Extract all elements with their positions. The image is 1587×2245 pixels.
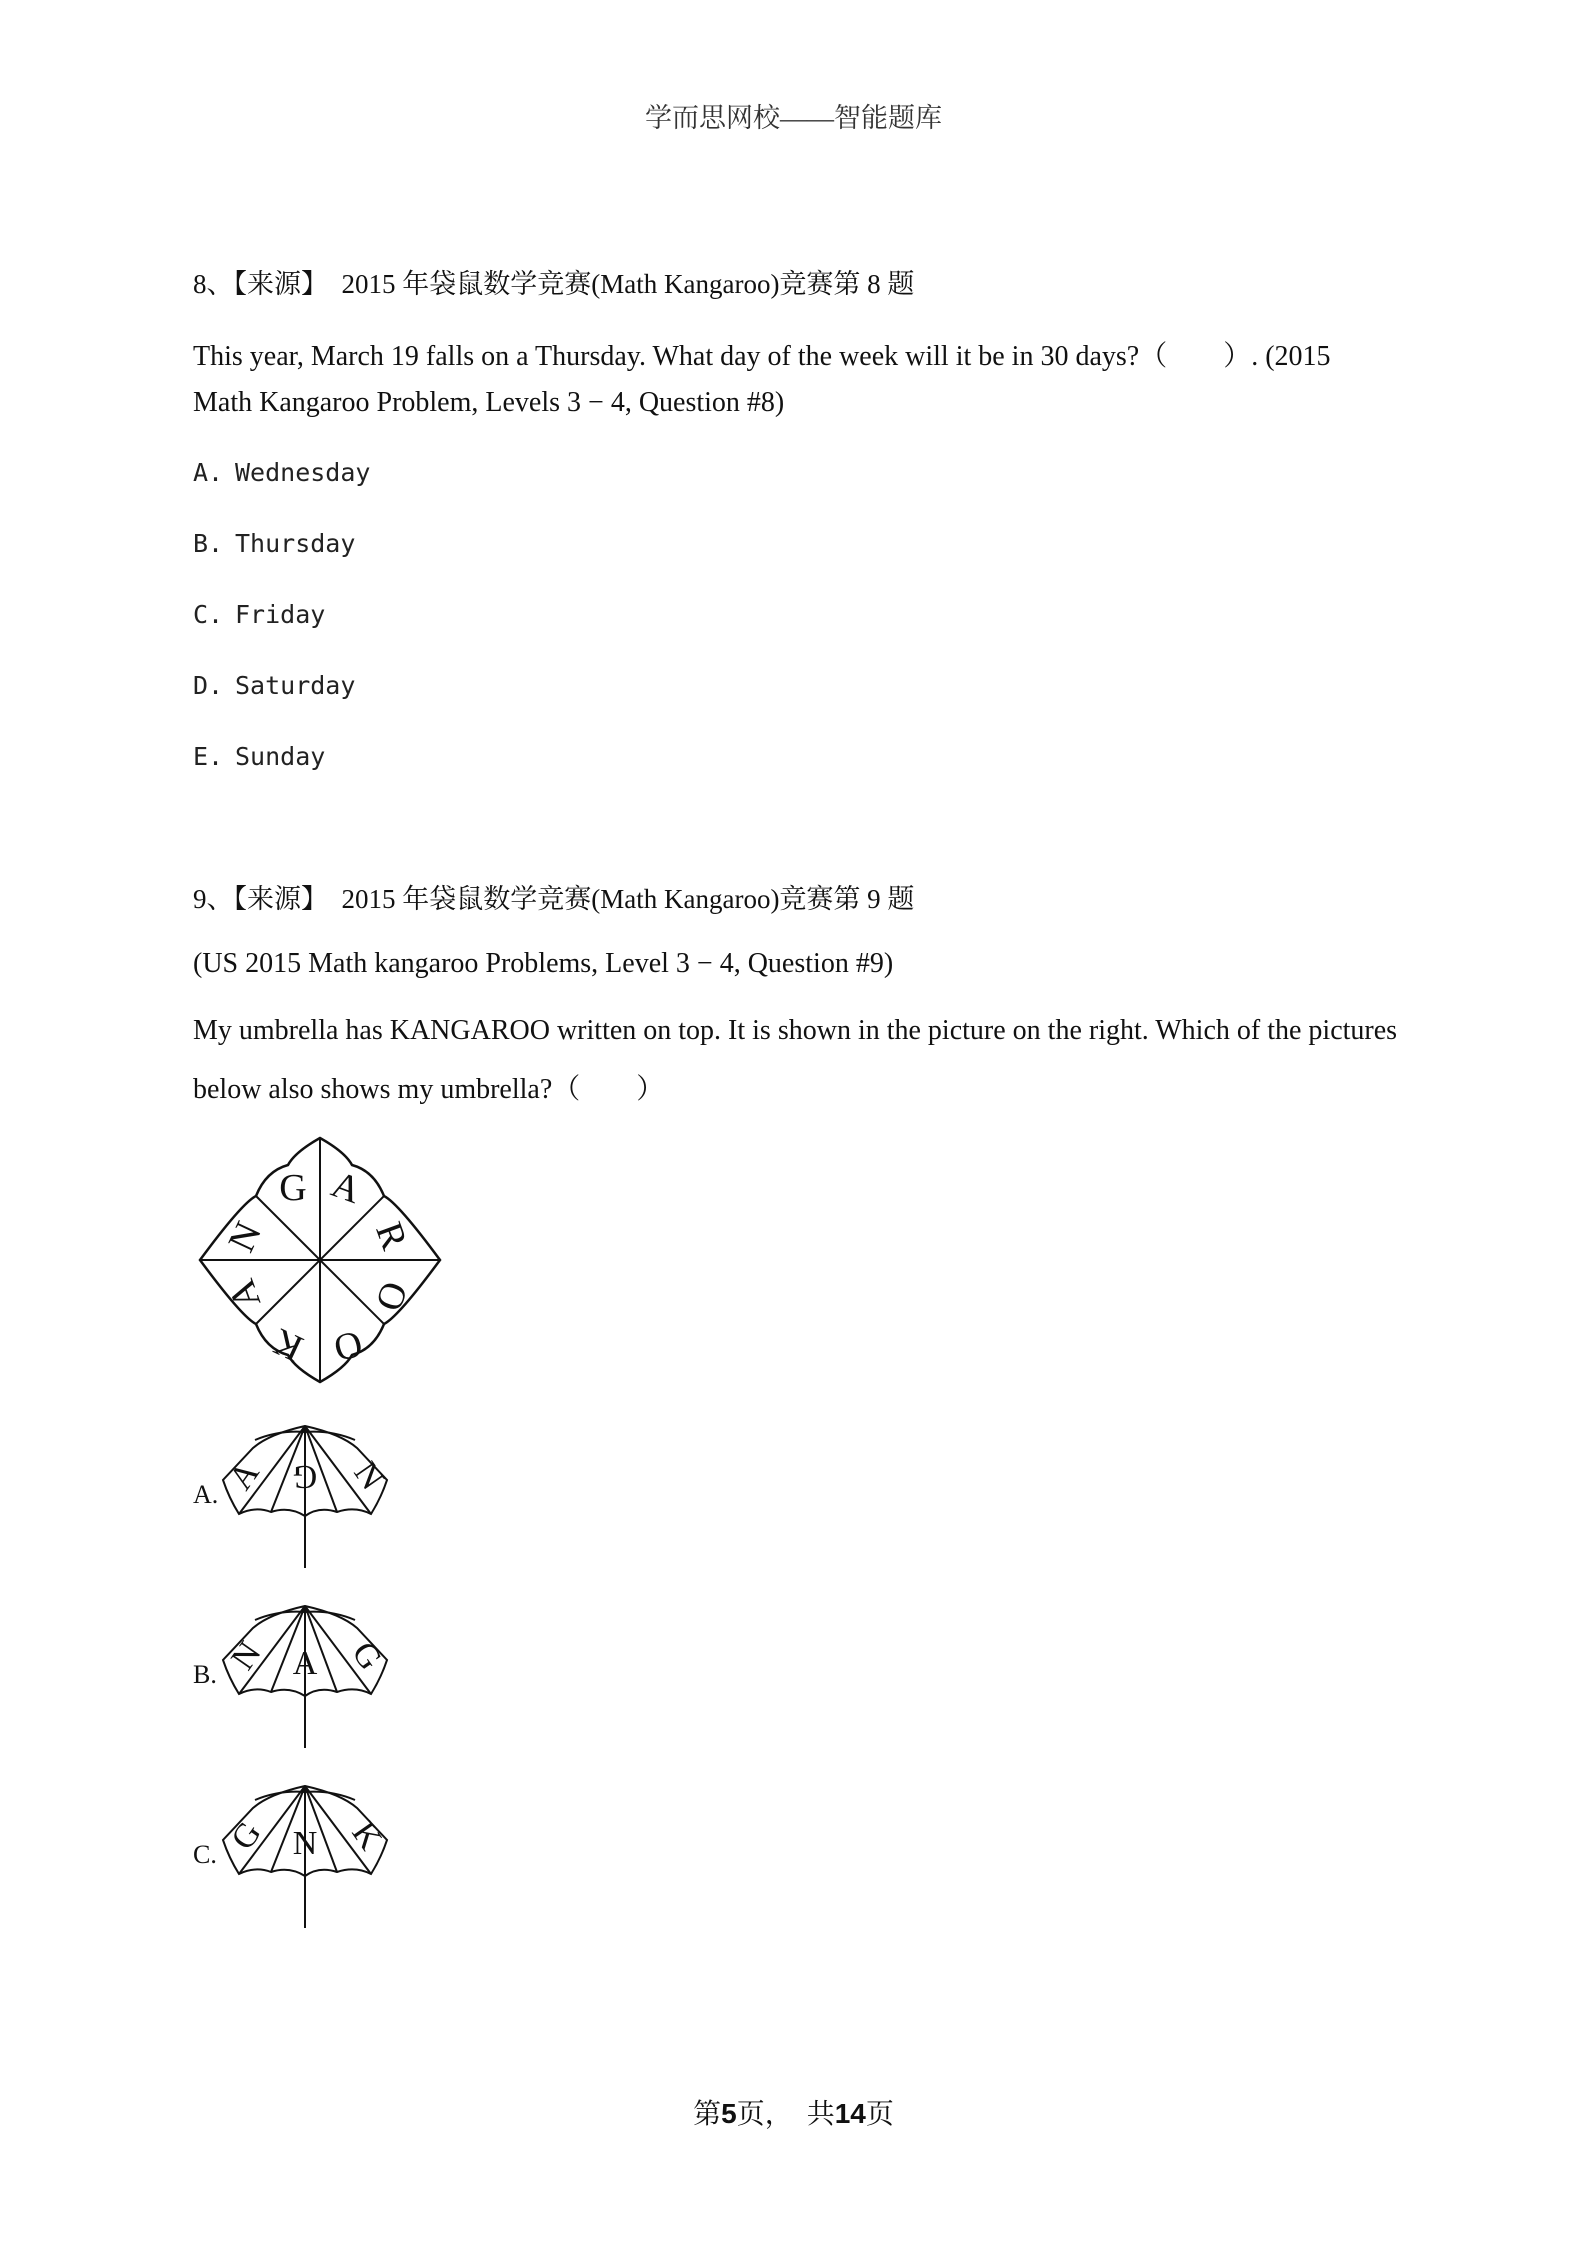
letter-center: G (292, 1458, 318, 1495)
source-tag: 【来源】 (233, 884, 328, 914)
umbrella-letter-4: O (366, 1276, 416, 1317)
umbrella-side-view-c (215, 1780, 395, 1930)
letter-right: K (344, 1815, 389, 1857)
umbrella-side-view-a (215, 1420, 395, 1570)
option-text: Wednesday (235, 458, 371, 487)
source-text: 2015 年袋鼠数学竞赛(Math Kangaroo)竞赛第 9 题 (341, 884, 915, 914)
umbrella-letter-1: G (279, 1167, 307, 1209)
page-footer (0, 2092, 1587, 2132)
option-d[interactable] (193, 671, 355, 700)
umbrella-letter-6: K (266, 1320, 310, 1370)
source-text: 2015 年袋鼠数学竞赛(Math Kangaroo)竞赛第 8 题 (341, 269, 915, 299)
umbrella-letter-2: A (326, 1163, 367, 1213)
question-9-text-line-1: My umbrella has KANGAROO written on top. It is shown in the picture on the right. Which of the pictures (193, 1015, 1398, 1046)
umbrella-letter-3: R (367, 1216, 416, 1255)
option-text: Sunday (235, 742, 326, 771)
question-8-header (193, 262, 914, 301)
option-text: Friday (235, 600, 326, 629)
option-a[interactable] (193, 458, 370, 487)
umbrella-letter-5: O (329, 1321, 367, 1370)
question-8-text-line-2: Math Kangaroo Problem, Levels 3 − 4, Question #8) (193, 387, 785, 418)
letter-center: N (292, 1825, 318, 1862)
umbrella-letter-8: N (220, 1215, 270, 1259)
option-letter: B. (193, 529, 224, 558)
letter-left: G (224, 1815, 269, 1857)
question-8-text-line-1: This year, March 19 falls on a Thursday. What day of the week will it be in 30 days?（ ）. (2015 (193, 341, 1331, 372)
question-9-header (193, 877, 914, 916)
question-9-text-line-2: below also shows my umbrella?（ ） (193, 1074, 665, 1105)
letter-center: A (292, 1645, 318, 1682)
image-option-b-label[interactable]: B. (193, 1660, 217, 1689)
option-letter: A. (193, 458, 224, 487)
umbrella-letter-7: A (220, 1274, 270, 1315)
question-9-subtitle: (US 2015 Math kangaroo Problems, Level 3 − 4, Question #9) (193, 948, 894, 979)
footer-middle: 页， 共 (736, 2099, 835, 2130)
letter-left: N (224, 1635, 269, 1677)
image-option-c-label[interactable]: C. (193, 1840, 217, 1869)
umbrella-side-view-b (215, 1600, 395, 1750)
footer-total-pages: 14 (834, 2098, 866, 2129)
page-header: 学而思网校——智能题库 (645, 103, 942, 133)
footer-page-number: 5 (721, 2098, 737, 2129)
footer-prefix: 第 (693, 2099, 722, 2130)
option-c[interactable] (193, 600, 325, 629)
option-b[interactable] (193, 529, 355, 558)
image-option-a-label[interactable]: A. (193, 1480, 219, 1509)
question-number: 8、 (193, 269, 234, 299)
letter-right: N (346, 1455, 391, 1497)
option-text: Saturday (235, 671, 356, 700)
letter-right: G (344, 1635, 389, 1677)
letter-left: A (222, 1455, 267, 1497)
option-e[interactable] (193, 742, 325, 771)
option-letter: D. (193, 671, 224, 700)
footer-suffix: 页 (865, 2099, 894, 2130)
option-letter: E. (193, 742, 224, 771)
question-number: 9、 (193, 884, 234, 914)
umbrella-top-view (190, 1130, 450, 1390)
option-letter: C. (193, 600, 224, 629)
source-tag: 【来源】 (233, 269, 328, 299)
option-text: Thursday (235, 529, 356, 558)
